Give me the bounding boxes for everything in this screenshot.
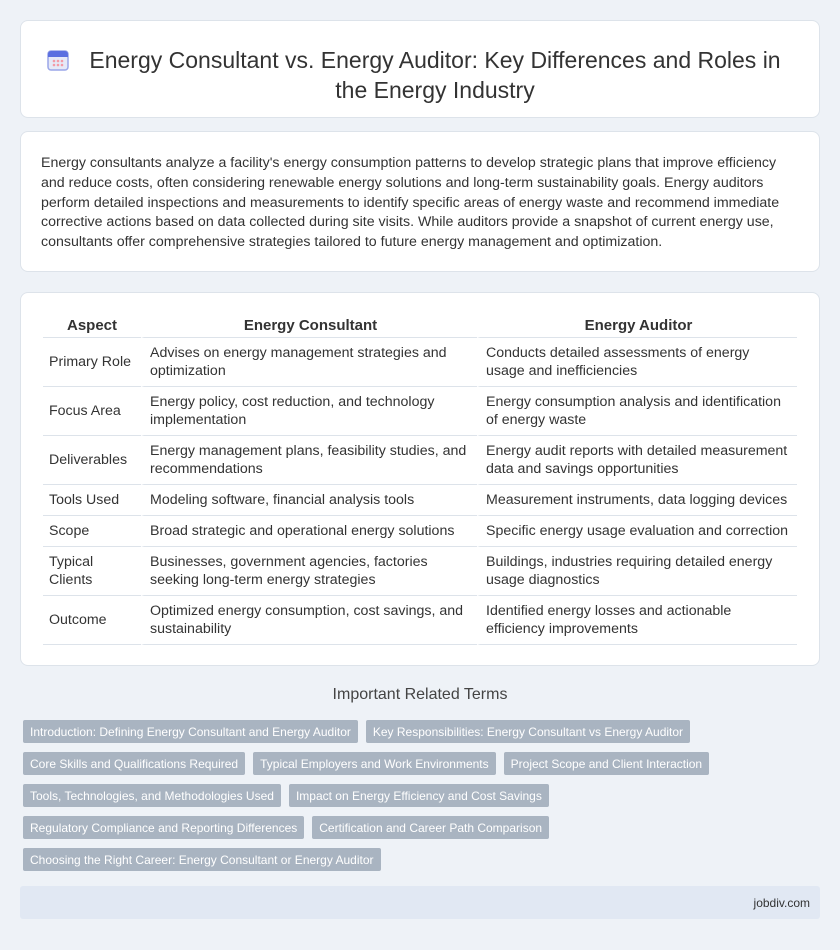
related-term-tag[interactable]: Regulatory Compliance and Reporting Differences <box>23 816 304 839</box>
page-title: Energy Consultant vs. Energy Auditor: Key Differences and Roles in the Energy Industry <box>89 47 781 103</box>
related-term-tag[interactable]: Certification and Career Path Comparison <box>312 816 549 839</box>
row-aspect: Scope <box>43 516 141 547</box>
row-consultant: Optimized energy consumption, cost savings, and sustainability <box>141 596 477 645</box>
related-term-tag[interactable]: Tools, Technologies, and Methodologies Used <box>23 784 281 807</box>
row-auditor: Measurement instruments, data logging devices <box>477 485 797 516</box>
related-term-tag[interactable]: Key Responsibilities: Energy Consultant vs Energy Auditor <box>366 720 690 743</box>
table-row <box>43 516 797 547</box>
intro-paragraph: Energy consultants analyze a facility's energy consumption patterns to develop strategic plans that improve efficiency and reduce costs, often considering renewable energy solutions and long-term sustainability goals. Energy auditors perform detailed inspections and measurements to identify specific areas of energy waste and recommend immediate corrective actions based on data collected during site visits. While auditors provide a snapshot of current energy use, consultants offer comprehensive strategies tailored to future energy management and optimization. <box>41 155 780 251</box>
related-term-tag[interactable]: Impact on Energy Efficiency and Cost Savings <box>289 784 549 807</box>
row-aspect: Typical Clients <box>43 547 141 596</box>
table-row <box>43 338 797 387</box>
header-card <box>20 20 820 118</box>
table-header-row <box>43 313 797 338</box>
table-row <box>43 387 797 436</box>
row-consultant: Businesses, government agencies, factories seeking long-term energy strategies <box>141 547 477 596</box>
related-terms-title: Important Related Terms <box>332 686 508 703</box>
table-row <box>43 485 797 516</box>
row-consultant: Broad strategic and operational energy solutions <box>141 516 477 547</box>
row-aspect: Deliverables <box>43 436 141 485</box>
comparison-table <box>43 313 797 645</box>
related-term-tag[interactable]: Introduction: Defining Energy Consultant and Energy Auditor <box>23 720 358 743</box>
row-auditor: Energy consumption analysis and identification of energy waste <box>477 387 797 436</box>
row-consultant: Energy management plans, feasibility studies, and recommendations <box>141 436 477 485</box>
related-term-tag[interactable]: Typical Employers and Work Environments <box>253 752 496 775</box>
intro-card <box>20 131 820 272</box>
row-auditor: Conducts detailed assessments of energy usage and inefficiencies <box>477 338 797 387</box>
related-terms-list <box>23 720 823 871</box>
related-term-tag[interactable]: Project Scope and Client Interaction <box>504 752 709 775</box>
calendar-icon <box>45 47 71 73</box>
related-term-tag[interactable]: Core Skills and Qualifications Required <box>23 752 245 775</box>
row-aspect: Focus Area <box>43 387 141 436</box>
row-aspect: Primary Role <box>43 338 141 387</box>
table-row <box>43 436 797 485</box>
related-term-tag[interactable]: Choosing the Right Career: Energy Consultant or Energy Auditor <box>23 848 381 871</box>
row-consultant: Modeling software, financial analysis tools <box>141 485 477 516</box>
row-auditor: Energy audit reports with detailed measurement data and savings opportunities <box>477 436 797 485</box>
header-energy-consultant: Energy Consultant <box>141 313 477 338</box>
row-auditor: Specific energy usage evaluation and correction <box>477 516 797 547</box>
row-auditor: Identified energy losses and actionable efficiency improvements <box>477 596 797 645</box>
row-consultant: Energy policy, cost reduction, and technology implementation <box>141 387 477 436</box>
row-consultant: Advises on energy management strategies and optimization <box>141 338 477 387</box>
comparison-table-card <box>20 292 820 666</box>
row-auditor: Buildings, industries requiring detailed energy usage diagnostics <box>477 547 797 596</box>
header-aspect: Aspect <box>43 313 141 338</box>
row-aspect: Tools Used <box>43 485 141 516</box>
row-aspect: Outcome <box>43 596 141 645</box>
footer-bar <box>20 886 820 919</box>
table-row <box>43 596 797 645</box>
header-energy-auditor: Energy Auditor <box>477 313 797 338</box>
footer-site-link[interactable]: jobdiv.com <box>753 895 810 910</box>
table-row <box>43 547 797 596</box>
